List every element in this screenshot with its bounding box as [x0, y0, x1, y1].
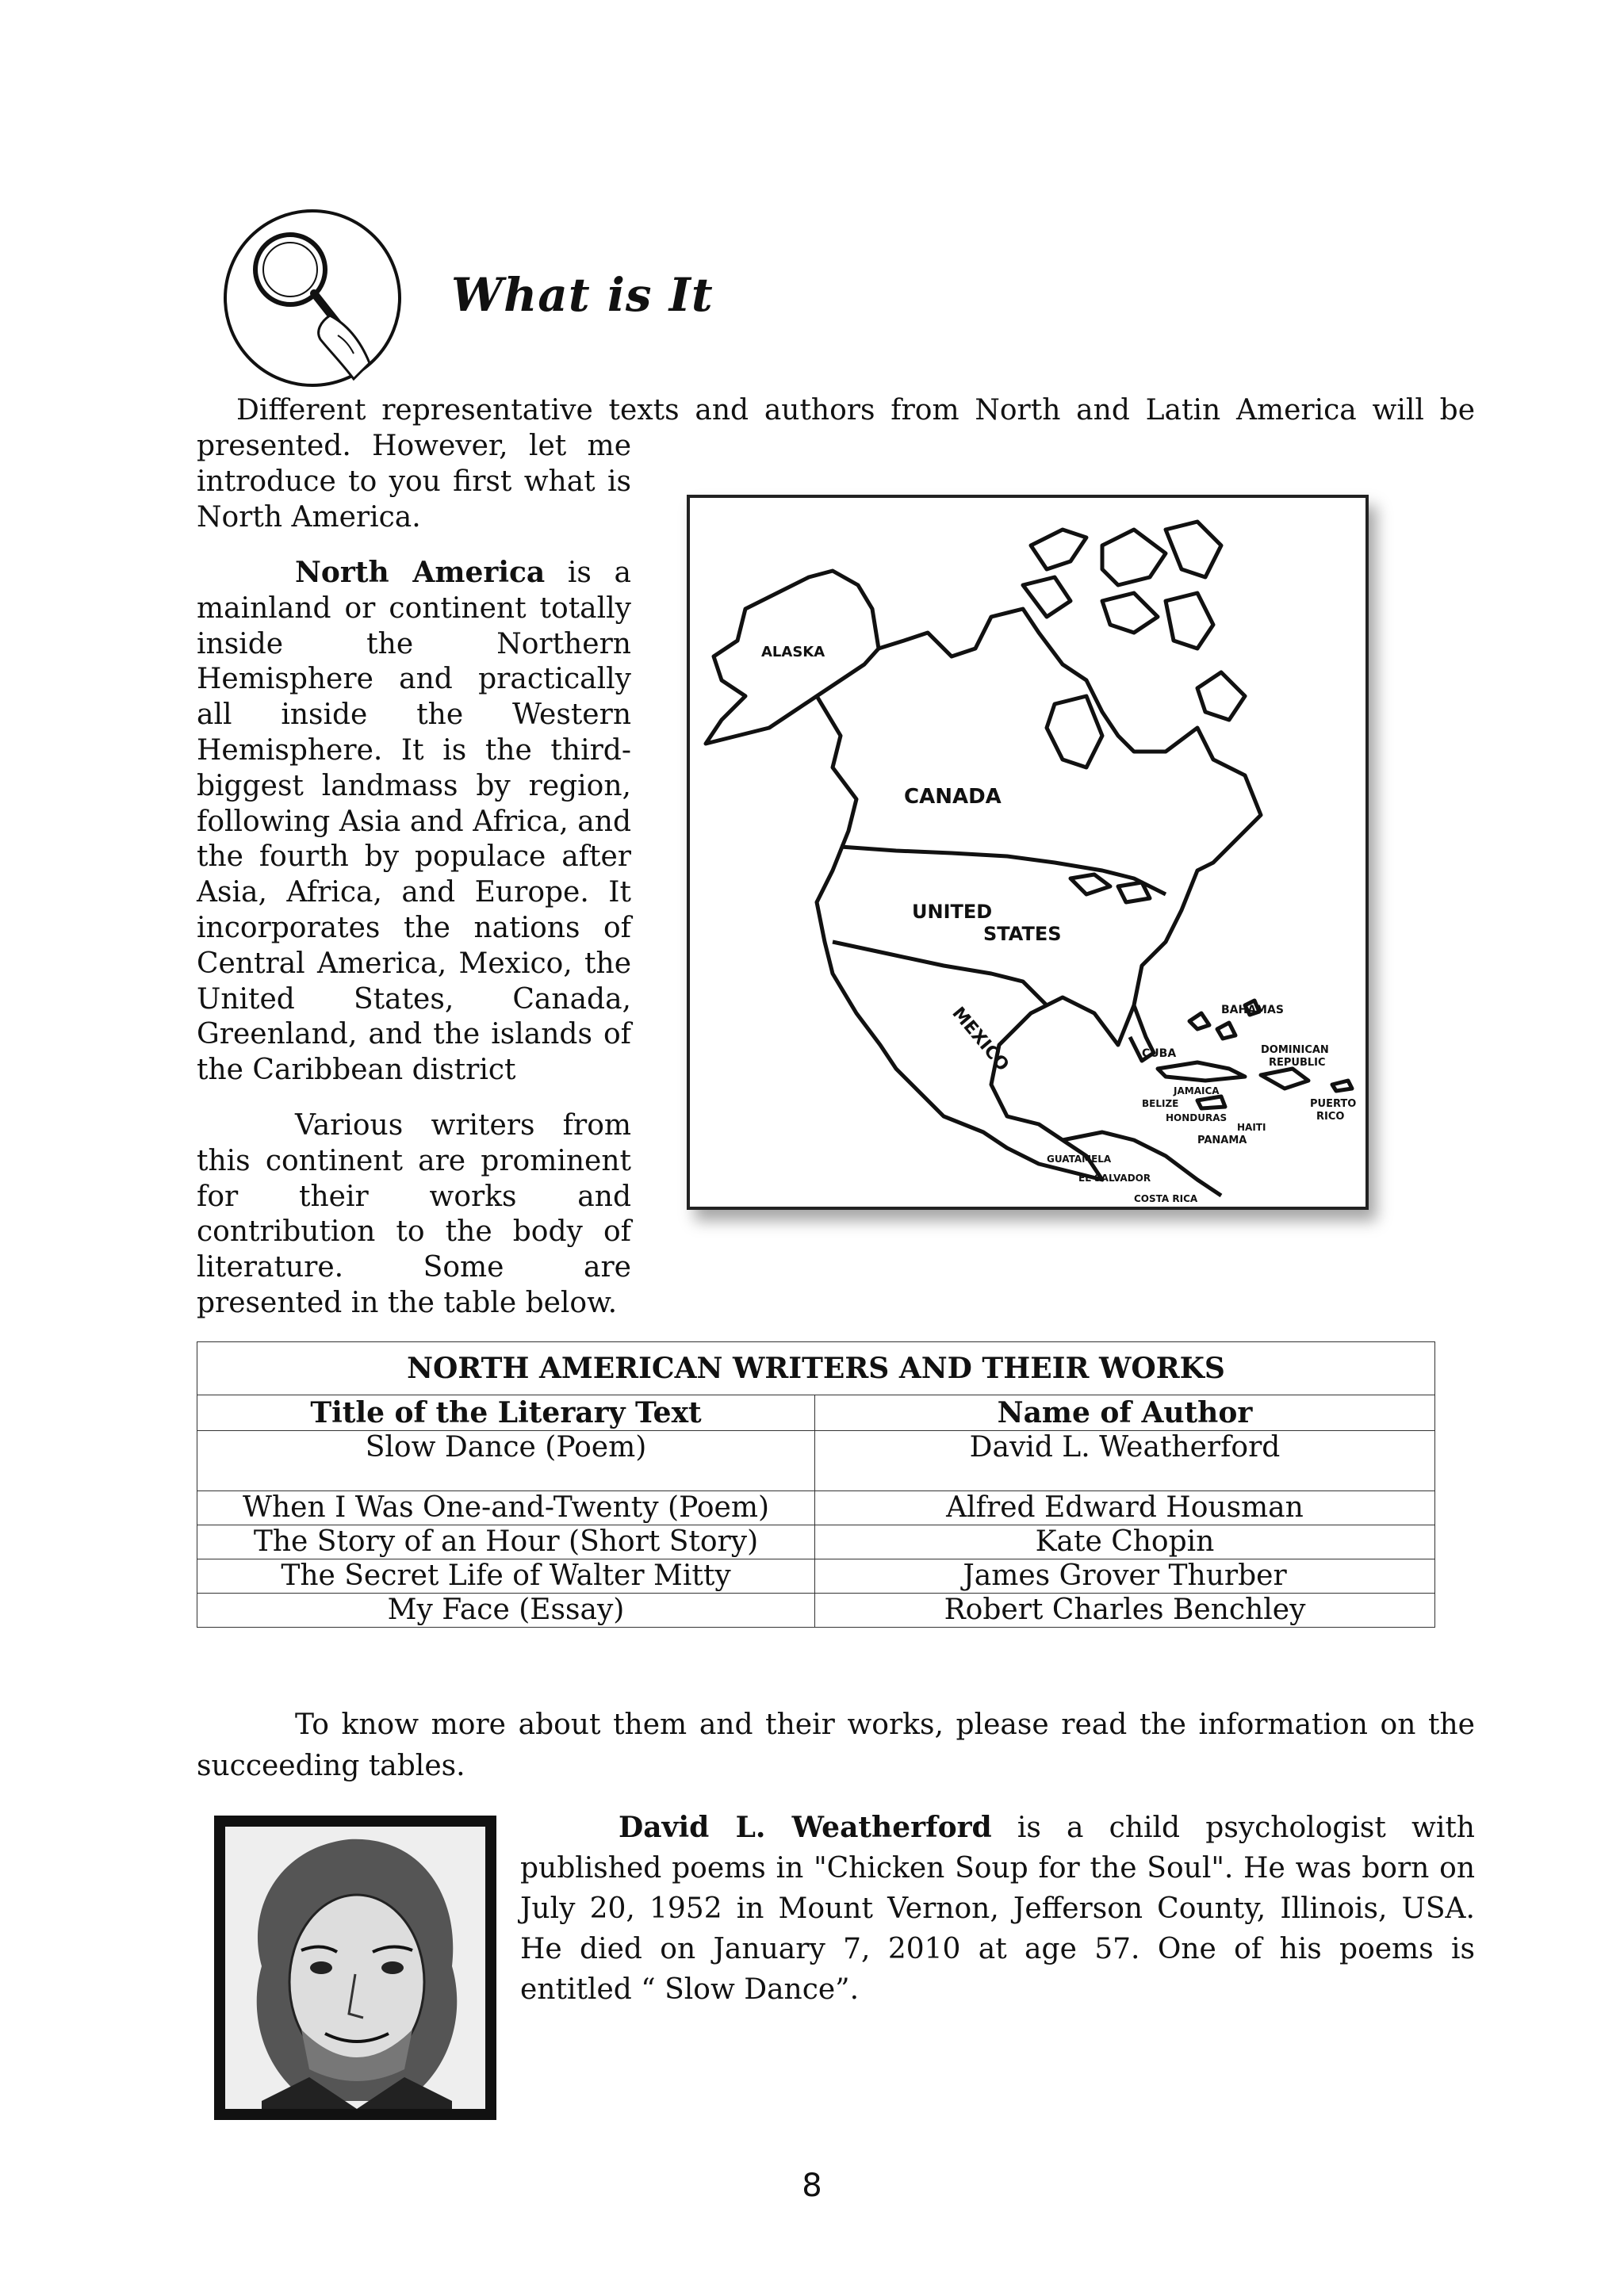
author-bio: [520, 1808, 1475, 2010]
label-dominican: DOMINICAN: [1261, 1044, 1329, 1056]
cell-title: The Secret Life of Walter Mitty: [197, 1559, 815, 1594]
label-bahamas: BAHAMAS: [1221, 1004, 1284, 1016]
header-title: Title of the Literary Text: [197, 1395, 815, 1431]
magnifying-glass-icon: [219, 205, 406, 392]
label-alaska: ALASKA: [761, 644, 825, 660]
label-belize: BELIZE: [1142, 1098, 1179, 1109]
label-costa-rica: COSTA RICA: [1134, 1193, 1198, 1204]
intro-line: [197, 393, 1475, 429]
table-header-row: [197, 1395, 1435, 1431]
label-guatemala: GUATAMELA: [1047, 1154, 1112, 1165]
page-number: 8: [802, 2168, 822, 2204]
label-united: UNITED: [912, 901, 993, 923]
cell-author: Kate Chopin: [815, 1525, 1435, 1559]
label-jamaica: JAMAICA: [1174, 1085, 1220, 1096]
north-america-text: is a mainland or continent totally inside the Northern Hemisphere and practically all inside the Western Hemisphere. It is the third-biggest landmass by region, following Asia and Africa, and the fourth by populace after Asia, Africa, and Europe. It incorporates the nations of Central America, Mexico, the United States, Canada, Greenland, and the islands of the Caribbean district: [197, 557, 631, 1087]
table-row: [197, 1594, 1435, 1628]
label-el-salvador: EL SALVADOR: [1078, 1173, 1151, 1184]
map-drawing: [690, 498, 1365, 1207]
table-caption-row: [197, 1342, 1435, 1395]
intro-first-line: Different representative texts and authors from North and Latin America will be: [236, 394, 1475, 427]
label-rico: RICO: [1316, 1111, 1345, 1123]
author-bio-text: is a child psychologist with published poems in "Chicken Soup for the Soul". He was born on July 20, 1952 in Mount Vernon, Jefferson County, Illinois, USA. He died on January 7, 2010 at age 57. One of his poems is entitled “ Slow Dance”.: [520, 1812, 1475, 2006]
author-name: David L. Weatherford: [619, 1811, 992, 1844]
label-canada: CANADA: [904, 785, 1002, 809]
header-author: Name of Author: [815, 1395, 1435, 1431]
north-america-map: [687, 495, 1369, 1210]
cell-title: When I Was One-and-Twenty (Poem): [197, 1491, 815, 1525]
label-republic: REPUBLIC: [1269, 1057, 1326, 1069]
label-puerto: PUERTO: [1310, 1098, 1357, 1110]
cell-author: Alfred Edward Housman: [815, 1491, 1435, 1525]
north-america-term: North America: [295, 556, 546, 589]
label-cuba: CUBA: [1142, 1047, 1177, 1060]
intro-rest: presented. However, let me introduce to you first what is North America.: [197, 430, 631, 534]
author-portrait: [214, 1816, 496, 2120]
table-row: [197, 1559, 1435, 1594]
table-row: [197, 1525, 1435, 1559]
table-caption: NORTH AMERICAN WRITERS AND THEIR WORKS: [197, 1342, 1435, 1395]
label-mexico: MEXICO: [948, 1003, 1013, 1076]
table-row: [197, 1491, 1435, 1525]
label-haiti: HAITI: [1237, 1122, 1266, 1133]
label-honduras: HONDURAS: [1166, 1112, 1228, 1123]
cell-title: My Face (Essay): [197, 1594, 815, 1628]
know-more-paragraph: To know more about them and their works, please read the information on the succeeding tables.: [197, 1709, 1475, 1782]
north-america-paragraph: [197, 555, 631, 1089]
label-panama: PANAMA: [1197, 1135, 1247, 1146]
section-title: What is It: [451, 268, 714, 322]
writers-table: [197, 1341, 1435, 1628]
label-states: STATES: [983, 923, 1062, 945]
cell-author: James Grover Thurber: [815, 1559, 1435, 1594]
writers-paragraph: Various writers from this continent are prominent for their works and contribution to the body of literature. Some are presented in the table below.: [197, 1109, 631, 1319]
cell-author: Robert Charles Benchley: [815, 1594, 1435, 1628]
table-row: [197, 1431, 1435, 1491]
cell-author: David L. Weatherford: [815, 1431, 1435, 1491]
cell-title: Slow Dance (Poem): [197, 1431, 815, 1491]
cell-title: The Story of an Hour (Short Story): [197, 1525, 815, 1559]
